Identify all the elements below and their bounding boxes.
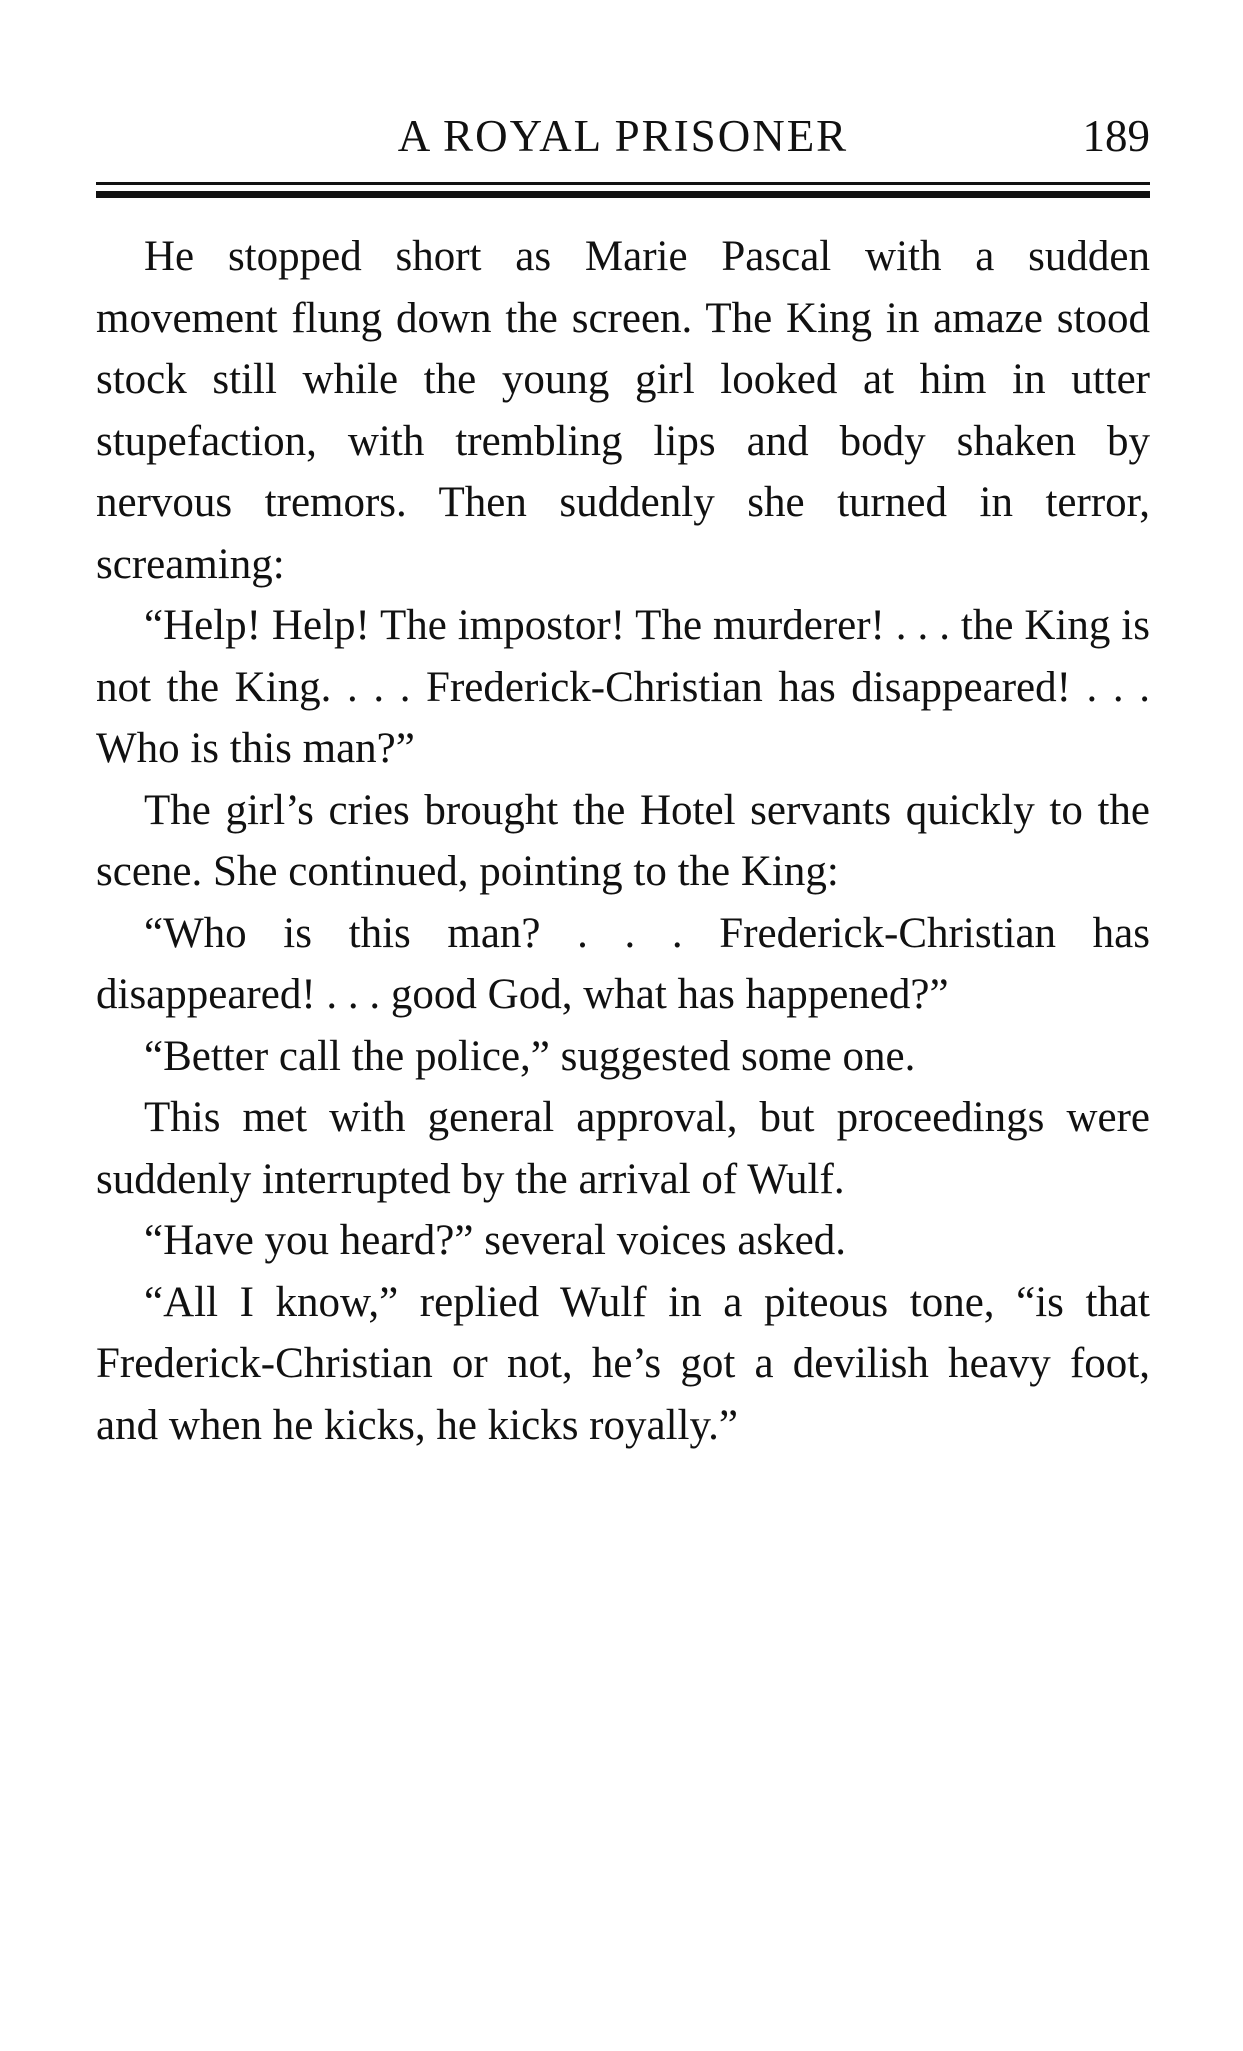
page-number: 189 (1082, 111, 1150, 161)
running-title: A ROYAL PRISONER (397, 111, 849, 161)
body-text (96, 226, 1150, 1456)
header-rule-thin (96, 182, 1150, 185)
book-page (96, 110, 1150, 1456)
paragraph: “All I know,” replied Wulf in a piteous tone, “is that Frederick-Christian or not, he’s got a devilish heavy foot, and when he kicks, he kicks royally.” (96, 1278, 1150, 1449)
paragraph: “Better call the police,” suggested some one. (144, 1032, 916, 1080)
paragraph: “Have you heard?” several voices asked. (144, 1217, 846, 1264)
paragraph: “Who is this man? . . . Frederick-Christian has disappeared! . . . good God, what has happened?” (96, 909, 1150, 1018)
paragraph: The girl’s cries brought the Hotel servants quickly to the scene. She continued, pointing to the King: (96, 786, 1150, 895)
header-rule-thick (96, 191, 1150, 198)
paragraph: “Help! Help! The impostor! The murderer! . . . the King is not the King. . . . Frederick-Christian has disappeared! . . . Who is this man?” (96, 602, 1150, 772)
running-head (96, 110, 1150, 170)
paragraph: This met with general approval, but proceedings were suddenly interrupted by the arrival of Wulf. (96, 1094, 1150, 1203)
paragraph: He stopped short as Marie Pascal with a sudden movement flung down the screen. The King in amaze stood stock still while the young girl looked at him in utter stupefaction, with trembling lips and body shaken by nervous tremors. Then suddenly she turned in terror, screaming: (96, 233, 1150, 588)
